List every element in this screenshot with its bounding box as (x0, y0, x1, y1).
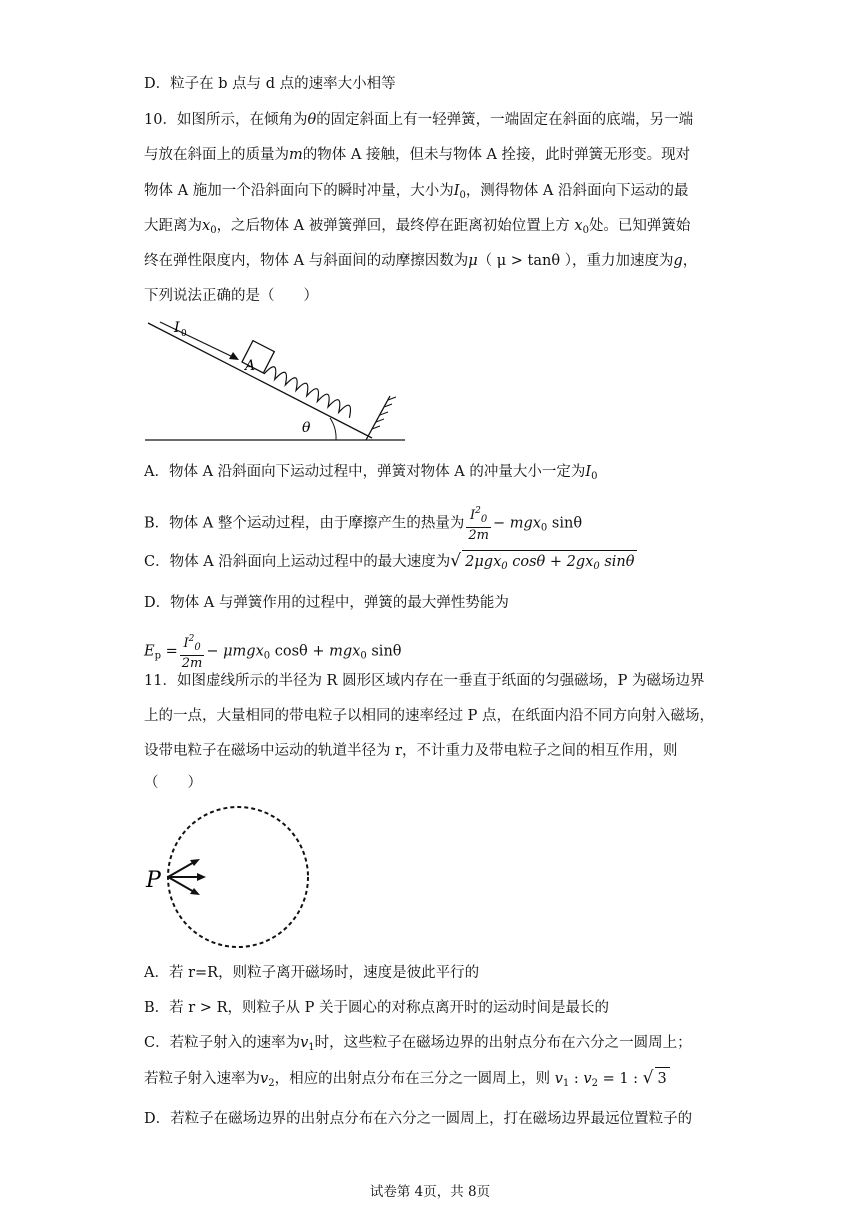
page-footer: 试卷第 4页，共 8页 (369, 1184, 491, 1200)
label-impulse-sub: 0 (181, 329, 187, 339)
q11-option-c-line-1: C．若粒子射入的速率为$v_1$时，这些粒子在磁场边界的出射点分布在六分之一圆周上； (144, 1035, 692, 1053)
q10-option-d-formula: $E_p$ = $\frac{I^2_0}{2m}$ − μmgx$_0$ cosθ + mgx$_0$ sinθ (144, 634, 402, 671)
q10-option-b: B．物体 A 整个运动过程，由于摩擦产生的热量为 $\frac{I^2_0}{2m}$ − mgx$_0$ sinθ (144, 506, 583, 543)
q11-stem-line-1: 11．如图虚线所示的半径为 R 圆形区域内存在一垂直于纸面的匀强磁场，P 为磁场边界 (144, 673, 705, 689)
label-block-a: A (245, 358, 256, 374)
q9-option-d: D．粒子在 b 点与 d 点的速率大小相等 (144, 76, 396, 92)
q10-option-d: D．物体 A 与弹簧作用的过程中，弹簧的最大弹性势能为 (144, 595, 509, 611)
q10-stem-line-5: 终在弹性限度内，物体 A 与斜面间的动摩擦因数为μ（ μ > tanθ ），重力加速度为g， (144, 253, 698, 269)
arrow-head-right (197, 873, 206, 881)
q10-stem-line-4: 大距离为$x_0$，之后物体 A 被弹簧弹回，最终停在距离初始位置上方 $x_0$处。已知弹簧始 (144, 218, 691, 236)
incline-surface (148, 323, 372, 438)
impulse-arrow (160, 322, 235, 358)
wall (366, 396, 390, 440)
spring (264, 364, 354, 418)
q11-option-b: B．若 r > R，则粒子从 P 关于圆心的对称点离开时的运动时间是最长的 (144, 1000, 609, 1016)
angle-arc (330, 418, 336, 440)
q10-option-c: C．物体 A 沿斜面向上运动过程中的最大速度为√ 2μgx$_0$ $\cos\theta + 2gx_0$ sinθ (144, 550, 637, 578)
q11-option-d: D．若粒子在磁场边界的出射点分布在六分之一圆周上，打在磁场边界最远位置粒子的 (144, 1111, 693, 1127)
q11-option-a: A．若 r=R，则粒子离开磁场时，速度是彼此平行的 (144, 965, 480, 981)
q11-stem-line-4: （ ） (144, 775, 202, 791)
q11-option-c-line-2: 若粒子射入速率为$v_2$，相应的出射点分布在三分之一圆周上，则 $v_1$ : $v_2 = 1$ : √ 3 (144, 1067, 670, 1095)
magnetic-field-circle-figure (140, 800, 340, 955)
velocity-arrows (168, 861, 202, 893)
label-theta: θ (302, 420, 311, 436)
q11-stem-line-2: 上的一点，大量相同的带电粒子以相同的速率经过 P 点，在纸面内沿不同方向射入磁场， (144, 708, 714, 724)
label-impulse: I (174, 320, 180, 336)
q10-stem-line-1: 10．如图所示，在倾角为θ的固定斜面上有一轻弹簧，一端固定在斜面的底端，另一端 (144, 112, 694, 128)
q10-stem-line-3: 物体 A 施加一个沿斜面向下的瞬时冲量，大小为$I_0$，测得物体 A 沿斜面向下运动的最 (144, 183, 689, 201)
q10-option-a: A．物体 A 沿斜面向下运动过程中，弹簧对物体 A 的冲量大小一定为$I_0$ (144, 464, 598, 482)
q11-stem-line-3: 设带电粒子在磁场中运动的轨道半径为 r，不计重力及带电粒子之间的相互作用，则 (144, 743, 678, 759)
q10-stem-line-6: 下列说法正确的是（ ） (144, 288, 318, 304)
wall-hatching (372, 397, 396, 429)
q10-stem-line-2: 与放在斜面上的质量为m的物体 A 接触，但未与物体 A 拴接，此时弹簧无形变。现对 (144, 147, 691, 163)
incline-spring-figure (140, 318, 410, 446)
label-p: P (146, 868, 161, 893)
